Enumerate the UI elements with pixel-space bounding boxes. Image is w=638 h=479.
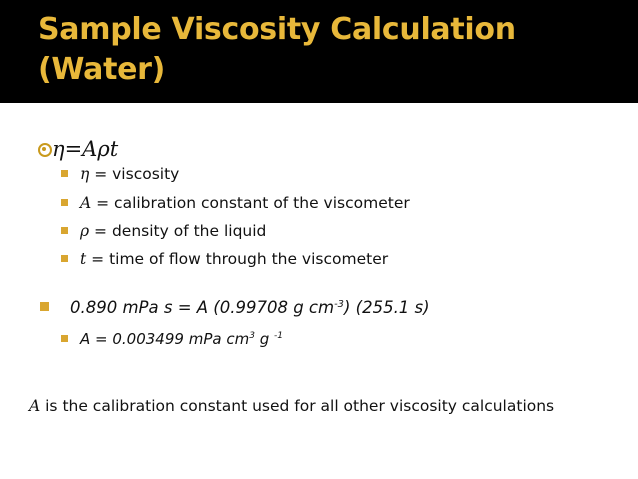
definition-item-eta	[61, 163, 179, 185]
equation-exponent: -3	[334, 299, 344, 310]
definition-item-a	[61, 192, 410, 214]
title-line-2: (Water)	[38, 52, 166, 87]
definition-symbol: ρ	[80, 222, 90, 240]
equation-text-end: ) (255.1 s)	[343, 298, 430, 317]
definition-item-t	[61, 248, 388, 270]
note-text: is the calibration constant used for all other viscosity calculations	[40, 397, 555, 415]
square-bullet-icon	[61, 255, 68, 262]
definition-symbol: A	[80, 194, 92, 212]
square-bullet-icon	[61, 170, 68, 177]
note-symbol: A	[29, 397, 41, 415]
definition-item-rho	[61, 220, 266, 242]
definition-symbol: η	[80, 165, 90, 183]
result-exponent-cm: 3	[249, 331, 255, 341]
square-bullet-icon	[61, 199, 68, 206]
definition-text: = calibration constant of the viscometer	[91, 194, 410, 212]
formula-bullet	[38, 135, 118, 163]
result-bullet	[61, 328, 283, 350]
result-text: A = 0.003499 mPa cm	[80, 330, 250, 348]
result-unit-g: g	[254, 330, 274, 348]
definition-text: = time of flow through the viscometer	[86, 250, 389, 268]
definition-text: = viscosity	[89, 165, 180, 183]
calibration-note	[29, 395, 554, 417]
title-bar	[0, 0, 638, 103]
slide-title	[38, 10, 628, 90]
square-bullet-icon	[61, 335, 68, 342]
title-line-1: Sample Viscosity Calculation	[38, 12, 516, 47]
calculation-bullet	[40, 296, 430, 320]
definition-text: = density of the liquid	[89, 222, 267, 240]
square-bullet-icon	[40, 302, 49, 311]
square-bullet-icon	[61, 227, 68, 234]
result-exponent-g: -1	[273, 331, 283, 341]
ring-bullet-icon	[38, 143, 52, 157]
viscosity-formula: η=Aρt	[52, 137, 119, 161]
equation-text: 0.890 mPa s = A (0.99708 g cm	[70, 298, 335, 317]
definition-symbol: t	[80, 250, 87, 268]
